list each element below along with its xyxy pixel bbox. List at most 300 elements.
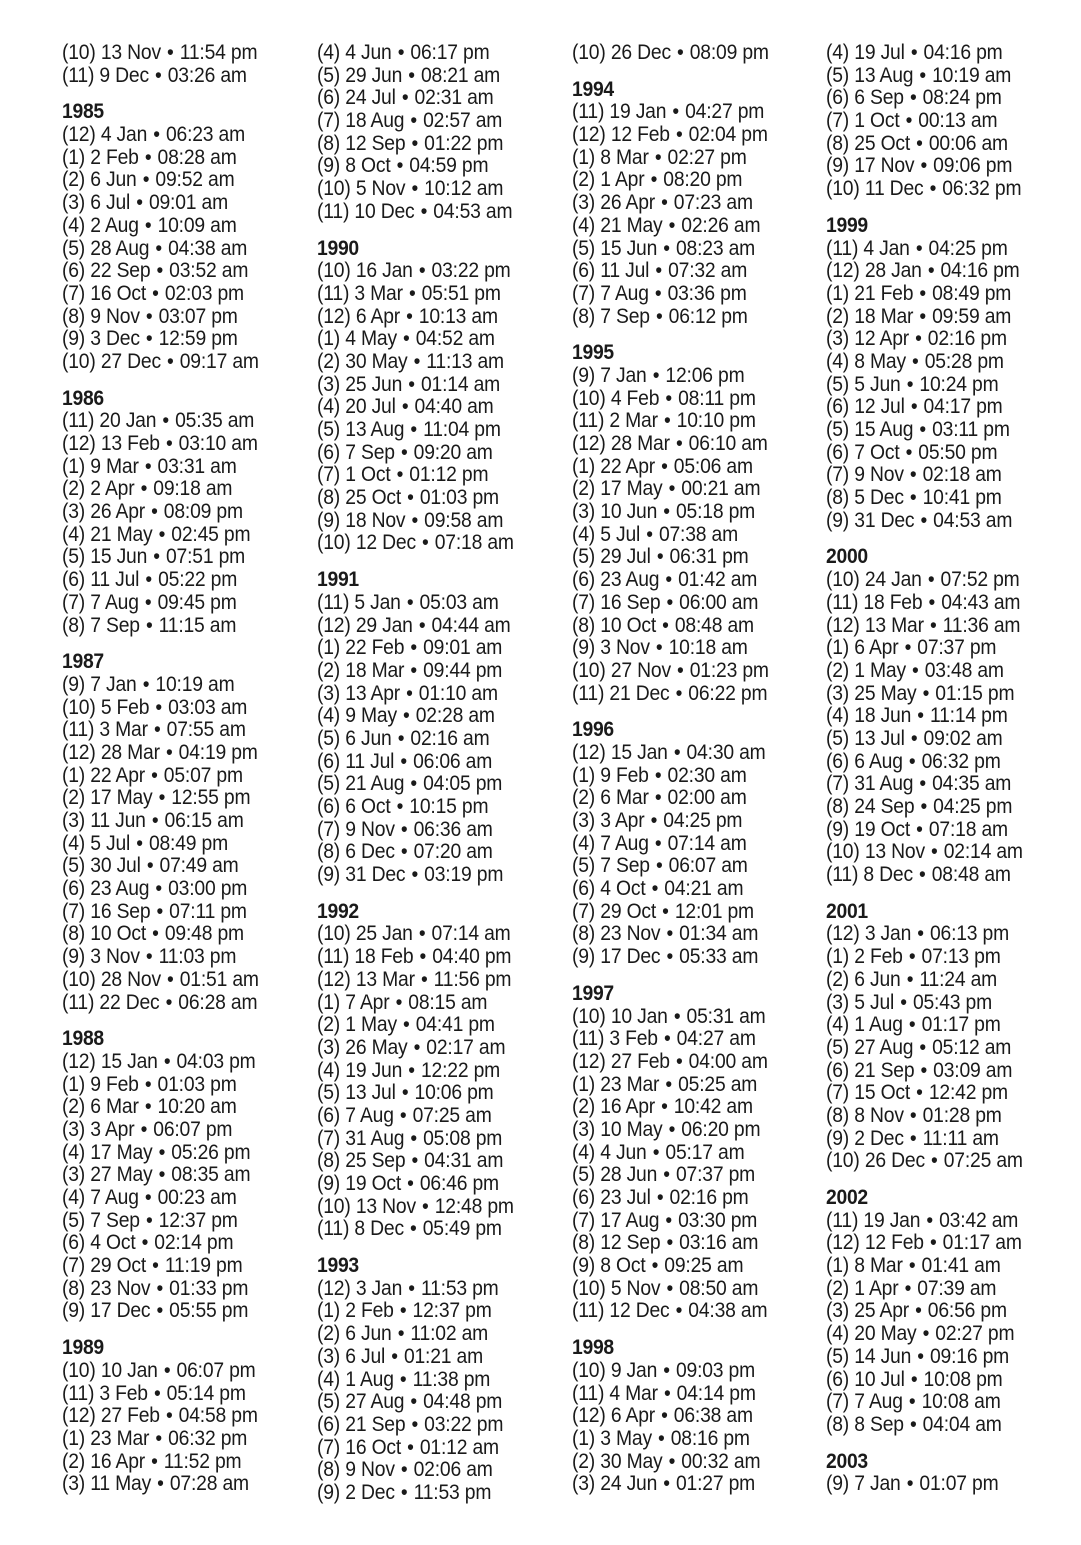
entry-number: (6) bbox=[317, 1103, 341, 1127]
list-item bbox=[826, 396, 1056, 419]
entry-time: 04:00 am bbox=[688, 1049, 768, 1073]
entry-number: (5) bbox=[62, 854, 86, 878]
entry-time: 07:11 pm bbox=[169, 899, 247, 923]
list-item bbox=[826, 1369, 1056, 1392]
entry-number: (10) bbox=[317, 531, 351, 555]
list-item bbox=[62, 42, 292, 65]
entry-date: 10 Oct bbox=[600, 613, 657, 637]
entry-number: (7) bbox=[826, 1081, 850, 1105]
bullet-separator: • bbox=[917, 1322, 935, 1346]
bullet-separator: • bbox=[917, 681, 935, 705]
list-item bbox=[572, 810, 802, 833]
entry-time: 10:19 am bbox=[155, 672, 235, 696]
entry-time: 05:22 pm bbox=[158, 568, 238, 592]
entry-date: 1 Oct bbox=[854, 109, 900, 133]
bullet-separator: • bbox=[914, 63, 932, 87]
list-item bbox=[317, 351, 547, 374]
entry-time: 01:51 am bbox=[179, 967, 259, 991]
entry-number: (3) bbox=[62, 809, 86, 832]
entry-number: (8) bbox=[826, 1103, 850, 1127]
entry-time: 01:27 pm bbox=[675, 1472, 756, 1496]
list-item bbox=[317, 306, 547, 329]
entry-time: 12:42 pm bbox=[928, 1081, 1008, 1105]
entry-date: 13 Nov bbox=[864, 840, 925, 864]
bullet-separator: • bbox=[139, 590, 157, 614]
entry-date: 16 Oct bbox=[90, 281, 147, 305]
list-item bbox=[62, 238, 292, 261]
bullet-separator: • bbox=[656, 899, 674, 923]
bullet-separator: • bbox=[160, 432, 178, 455]
entry-date: 24 Jun bbox=[600, 1472, 658, 1496]
list-item bbox=[826, 1060, 1056, 1083]
entry-time: 01:23 pm bbox=[689, 658, 769, 682]
list-item bbox=[62, 742, 292, 765]
entry-number: (1) bbox=[572, 1072, 596, 1096]
list-item bbox=[572, 592, 802, 615]
list-item bbox=[317, 464, 547, 487]
entry-number: (5) bbox=[62, 236, 86, 260]
entry-date: 17 Aug bbox=[600, 1208, 660, 1232]
entry-number: (9) bbox=[572, 945, 596, 969]
entry-number: (4) bbox=[826, 704, 850, 728]
bullet-separator: • bbox=[904, 1103, 922, 1127]
entry-time: 11:02 am bbox=[410, 1322, 489, 1346]
bullet-separator: • bbox=[901, 967, 919, 991]
entry-date: 2 Dec bbox=[345, 1480, 395, 1504]
entry-time: 05:17 am bbox=[665, 1140, 745, 1164]
list-item bbox=[62, 592, 292, 615]
bullet-separator: • bbox=[406, 1412, 424, 1436]
list-item bbox=[62, 65, 292, 88]
entry-date: 7 Sep bbox=[600, 304, 650, 328]
list-item bbox=[572, 1006, 802, 1029]
bullet-separator: • bbox=[137, 168, 155, 192]
bullet-separator: • bbox=[910, 817, 928, 841]
bullet-separator: • bbox=[655, 191, 673, 215]
entry-time: 06:07 pm bbox=[153, 1117, 233, 1141]
entry-time: 04:59 pm bbox=[409, 154, 489, 178]
list-item bbox=[62, 410, 292, 433]
entry-number: (10) bbox=[317, 922, 351, 946]
list-item bbox=[826, 728, 1056, 751]
bullet-separator: • bbox=[646, 877, 664, 901]
bullet-separator: • bbox=[397, 327, 415, 351]
list-item bbox=[826, 1105, 1056, 1128]
entry-number: (8) bbox=[62, 304, 86, 328]
entry-number: (1) bbox=[572, 454, 596, 478]
year-heading: 1995 bbox=[572, 341, 614, 365]
bullet-separator: • bbox=[912, 922, 930, 946]
entry-time: 01:12 pm bbox=[409, 463, 489, 487]
entry-number: (4) bbox=[317, 41, 341, 64]
entry-date: 5 Jun bbox=[854, 372, 901, 396]
bullet-separator: • bbox=[910, 131, 928, 155]
bullet-separator: • bbox=[663, 477, 681, 501]
entry-date: 6 Apr bbox=[355, 304, 401, 328]
entry-number: (12) bbox=[826, 613, 860, 637]
entry-date: 30 Jul bbox=[90, 854, 141, 878]
bullet-separator: • bbox=[905, 1367, 923, 1391]
list-item bbox=[826, 351, 1056, 374]
entry-time: 02:16 am bbox=[410, 726, 490, 750]
entry-time: 11:15 am bbox=[158, 613, 237, 637]
list-item bbox=[62, 674, 292, 697]
entry-date: 23 Jul bbox=[600, 1186, 651, 1209]
list-item bbox=[62, 260, 292, 283]
list-item bbox=[826, 1391, 1056, 1414]
entry-time: 11:24 am bbox=[919, 967, 998, 991]
entry-date: 5 Jul bbox=[90, 831, 131, 855]
list-item bbox=[62, 923, 292, 946]
entry-number: (7) bbox=[317, 109, 341, 133]
entry-date: 5 Jan bbox=[354, 590, 401, 614]
list-item bbox=[317, 532, 547, 555]
list-item bbox=[317, 615, 547, 638]
entry-date: 6 Dec bbox=[345, 840, 395, 864]
entry-number: (5) bbox=[317, 726, 341, 750]
year-group bbox=[826, 901, 1076, 1173]
entry-number: (2) bbox=[572, 168, 596, 192]
entry-number: (4) bbox=[317, 395, 341, 419]
entry-time: 09:20 am bbox=[413, 440, 493, 464]
entry-date: 7 Aug bbox=[854, 1390, 903, 1414]
bullet-separator: • bbox=[915, 1058, 933, 1082]
year-heading: 1992 bbox=[317, 899, 359, 923]
entry-number: (7) bbox=[317, 1435, 341, 1459]
entry-time: 05:08 pm bbox=[423, 1126, 503, 1150]
entry-time: 03:22 pm bbox=[424, 1412, 504, 1436]
entry-date: 4 Oct bbox=[90, 1231, 136, 1255]
entry-date: 5 Jul bbox=[854, 990, 895, 1014]
entry-date: 3 Jan bbox=[355, 1276, 403, 1300]
entry-number: (9) bbox=[826, 817, 850, 841]
entry-date: 3 Mar bbox=[99, 718, 148, 742]
entry-number: (3) bbox=[62, 1472, 86, 1496]
bullet-separator: • bbox=[922, 259, 940, 283]
bullet-separator: • bbox=[395, 1480, 413, 1504]
entry-time: 07:49 am bbox=[159, 854, 239, 878]
entry-number: (11) bbox=[826, 863, 859, 887]
list-item bbox=[317, 1105, 547, 1128]
list-item bbox=[826, 615, 1056, 638]
entry-date: 4 May bbox=[345, 327, 397, 351]
list-item bbox=[317, 1218, 547, 1241]
entry-time: 04:40 am bbox=[414, 395, 494, 419]
entry-time: 02:31 am bbox=[414, 86, 494, 110]
column-3 bbox=[572, 42, 822, 1496]
bullet-separator: • bbox=[150, 695, 168, 719]
bullet-separator: • bbox=[924, 613, 942, 637]
bullet-separator: • bbox=[401, 486, 419, 510]
entry-time: 06:32 pm bbox=[921, 749, 1001, 773]
bullet-separator: • bbox=[153, 786, 171, 810]
entry-time: 04:41 pm bbox=[415, 1013, 495, 1037]
list-item bbox=[826, 87, 1056, 110]
bullet-separator: • bbox=[903, 749, 921, 773]
list-item bbox=[62, 1187, 292, 1210]
list-item bbox=[317, 1060, 547, 1083]
list-item bbox=[317, 864, 547, 887]
bullet-separator: • bbox=[160, 990, 178, 1014]
list-item bbox=[317, 946, 547, 969]
entry-number: (2) bbox=[826, 1276, 850, 1300]
entry-time: 01:17 pm bbox=[921, 1013, 1001, 1037]
entry-date: 15 Oct bbox=[854, 1081, 911, 1105]
entry-time: 03:16 am bbox=[679, 1231, 759, 1255]
entry-date: 5 Feb bbox=[100, 695, 150, 719]
bullet-separator: • bbox=[904, 486, 922, 510]
list-item bbox=[317, 155, 547, 178]
bullet-separator: • bbox=[405, 772, 423, 796]
list-item bbox=[62, 1451, 292, 1474]
list-item bbox=[62, 1096, 292, 1119]
bullet-separator: • bbox=[406, 131, 424, 155]
list-item bbox=[62, 615, 292, 638]
entry-date: 7 Oct bbox=[854, 440, 900, 464]
entry-date: 1 May bbox=[345, 1013, 397, 1037]
entry-time: 00:32 am bbox=[681, 1449, 761, 1473]
bullet-separator: • bbox=[139, 1186, 157, 1209]
entry-date: 18 Aug bbox=[345, 109, 405, 133]
list-item bbox=[317, 65, 547, 88]
entry-time: 06:07 am bbox=[668, 854, 748, 878]
bullet-separator: • bbox=[140, 327, 158, 351]
entry-time: 06:31 pm bbox=[669, 545, 749, 569]
bullet-separator: • bbox=[904, 1126, 922, 1150]
list-item bbox=[317, 1082, 547, 1105]
bullet-separator: • bbox=[140, 613, 158, 637]
entry-time: 11:03 pm bbox=[158, 945, 237, 969]
list-item bbox=[317, 819, 547, 842]
entry-date: 1 Apr bbox=[600, 168, 645, 192]
entry-time: 09:17 am bbox=[179, 349, 259, 373]
entry-time: 07:14 am bbox=[667, 831, 747, 855]
entry-date: 28 Jan bbox=[864, 259, 922, 283]
entry-time: 10:10 pm bbox=[676, 409, 756, 433]
entry-date: 13 Nov bbox=[100, 41, 161, 64]
bullet-separator: • bbox=[391, 463, 409, 487]
list-item bbox=[572, 1074, 802, 1097]
entry-time: 02:28 am bbox=[415, 704, 495, 728]
entry-time: 02:16 pm bbox=[669, 1186, 749, 1209]
entry-number: (8) bbox=[572, 613, 596, 637]
entry-time: 08:16 pm bbox=[670, 1426, 750, 1450]
entry-time: 08:48 am bbox=[674, 613, 754, 637]
list-item bbox=[317, 510, 547, 533]
list-item bbox=[317, 1414, 547, 1437]
list-item bbox=[572, 1383, 802, 1406]
list-item bbox=[572, 524, 802, 547]
list-item bbox=[62, 351, 292, 374]
entry-date: 7 Jan bbox=[90, 672, 137, 696]
entry-number: (8) bbox=[572, 922, 596, 946]
entry-date: 29 Oct bbox=[600, 899, 657, 923]
year-group bbox=[826, 215, 1076, 533]
entry-time: 02:30 am bbox=[667, 763, 747, 787]
entry-date: 12 Feb bbox=[864, 1231, 924, 1255]
entry-date: 27 Aug bbox=[854, 1035, 914, 1059]
year-heading: 1997 bbox=[572, 981, 614, 1005]
list-item bbox=[826, 487, 1056, 510]
bullet-separator: • bbox=[396, 86, 414, 110]
list-item bbox=[317, 396, 547, 419]
entry-date: 2 Feb bbox=[90, 145, 139, 169]
entry-number: (2) bbox=[572, 1095, 596, 1119]
bullet-separator: • bbox=[671, 41, 689, 64]
entry-time: 10:18 am bbox=[668, 636, 748, 660]
bullet-separator: • bbox=[148, 123, 166, 147]
list-item bbox=[62, 147, 292, 170]
entry-date: 23 Mar bbox=[600, 1072, 660, 1096]
entry-date: 22 Sep bbox=[90, 259, 151, 283]
list-item bbox=[826, 1014, 1056, 1037]
entry-date: 28 Nov bbox=[100, 967, 161, 991]
entry-time: 07:13 pm bbox=[921, 945, 1001, 969]
entry-time: 01:12 am bbox=[419, 1435, 499, 1459]
list-item bbox=[826, 683, 1056, 706]
entry-date: 18 Feb bbox=[354, 945, 414, 969]
entry-date: 14 Jun bbox=[854, 1344, 912, 1368]
list-item bbox=[572, 946, 802, 969]
entry-time: 02:06 am bbox=[413, 1458, 493, 1482]
entry-date: 3 Jan bbox=[864, 922, 912, 946]
list-item bbox=[317, 1369, 547, 1392]
list-item bbox=[826, 1278, 1056, 1301]
entry-time: 11:04 pm bbox=[423, 418, 501, 441]
bullet-separator: • bbox=[660, 568, 678, 592]
entry-time: 06:22 pm bbox=[688, 681, 768, 705]
bullet-separator: • bbox=[415, 199, 433, 223]
entry-date: 29 Oct bbox=[90, 1254, 147, 1278]
entry-date: 28 Jun bbox=[600, 1163, 658, 1187]
entry-date: 18 Mar bbox=[854, 304, 914, 328]
entry-time: 03:26 am bbox=[167, 63, 247, 87]
entry-number: (5) bbox=[572, 854, 596, 878]
entry-time: 10:19 am bbox=[932, 63, 1012, 87]
entry-number: (10) bbox=[62, 349, 96, 373]
entry-time: 04:38 am bbox=[168, 236, 248, 260]
entry-date: 3 Nov bbox=[600, 636, 650, 660]
bullet-separator: • bbox=[903, 1013, 921, 1037]
entry-date: 6 Jun bbox=[345, 726, 392, 750]
list-item bbox=[317, 328, 547, 351]
entry-number: (3) bbox=[572, 1117, 596, 1141]
entry-time: 04:30 am bbox=[686, 740, 766, 764]
bullet-separator: • bbox=[641, 522, 659, 546]
bullet-separator: • bbox=[161, 967, 179, 991]
entry-number: (12) bbox=[62, 123, 96, 147]
entry-number: (7) bbox=[317, 1126, 341, 1150]
year-group bbox=[826, 1451, 1076, 1496]
entry-number: (1) bbox=[826, 945, 850, 969]
entry-date: 6 Oct bbox=[345, 795, 391, 818]
entry-time: 05:33 am bbox=[679, 945, 759, 969]
bullet-separator: • bbox=[903, 1254, 921, 1278]
entry-number: (9) bbox=[572, 1254, 596, 1278]
bullet-separator: • bbox=[656, 613, 674, 637]
entry-number: (3) bbox=[826, 990, 850, 1014]
bullet-separator: • bbox=[647, 1140, 665, 1164]
entry-number: (11) bbox=[572, 409, 605, 433]
year-group bbox=[62, 42, 312, 87]
entry-number: (7) bbox=[62, 590, 86, 614]
entry-number: (11) bbox=[572, 1027, 605, 1051]
entry-number: (12) bbox=[62, 740, 96, 764]
list-item bbox=[62, 878, 292, 901]
list-item bbox=[826, 374, 1056, 397]
entry-number: (6) bbox=[826, 1367, 850, 1391]
bullet-separator: • bbox=[922, 568, 940, 592]
entry-date: 6 Jun bbox=[345, 1322, 392, 1346]
entry-date: 12 Apr bbox=[854, 327, 910, 351]
list-item bbox=[572, 42, 802, 65]
year-heading: 1989 bbox=[62, 1336, 104, 1360]
entry-time: 04:25 pm bbox=[663, 809, 743, 832]
list-item bbox=[826, 1414, 1056, 1437]
entry-time: 05:51 pm bbox=[421, 281, 501, 305]
entry-date: 9 May bbox=[345, 704, 397, 728]
bullet-separator: • bbox=[904, 86, 922, 110]
entry-number: (6) bbox=[317, 795, 341, 818]
entry-number: (10) bbox=[572, 1358, 606, 1382]
bullet-separator: • bbox=[148, 718, 166, 742]
list-item bbox=[826, 238, 1056, 261]
list-item bbox=[826, 110, 1056, 133]
entry-date: 3 Dec bbox=[90, 327, 140, 351]
entry-time: 01:14 am bbox=[420, 372, 501, 396]
bullet-separator: • bbox=[136, 1231, 154, 1255]
entry-number: (11) bbox=[826, 236, 859, 260]
list-item bbox=[572, 283, 802, 306]
bullet-separator: • bbox=[647, 363, 665, 387]
bullet-separator: • bbox=[146, 1254, 164, 1278]
entry-number: (12) bbox=[572, 123, 606, 147]
entry-date: 11 Jul bbox=[600, 259, 650, 283]
list-item bbox=[826, 260, 1056, 283]
entry-date: 23 Nov bbox=[90, 1276, 151, 1300]
entry-date: 16 Jan bbox=[355, 259, 413, 283]
entry-date: 17 May bbox=[600, 477, 663, 501]
entry-time: 08:23 am bbox=[675, 236, 756, 260]
entry-date: 25 Jun bbox=[345, 372, 403, 396]
entry-time: 06:56 pm bbox=[927, 1299, 1007, 1323]
entry-time: 09:03 pm bbox=[675, 1358, 756, 1382]
entry-number: (5) bbox=[62, 1208, 86, 1232]
list-item bbox=[572, 388, 802, 411]
entry-time: 09:01 am bbox=[423, 636, 503, 660]
entry-time: 04:27 am bbox=[676, 1027, 756, 1051]
bullet-separator: • bbox=[161, 349, 179, 373]
list-item bbox=[572, 260, 802, 283]
bullet-separator: • bbox=[650, 854, 668, 878]
entry-date: 25 Sep bbox=[345, 1149, 406, 1173]
entry-date: 25 May bbox=[854, 681, 917, 705]
bullet-separator: • bbox=[658, 1472, 676, 1496]
bullet-separator: • bbox=[899, 1276, 917, 1300]
year-heading: 1990 bbox=[317, 236, 359, 260]
entry-time: 06:13 pm bbox=[929, 922, 1010, 946]
entry-date: 12 Feb bbox=[610, 123, 670, 147]
entry-date: 3 Apr bbox=[600, 809, 645, 832]
entry-time: 09:02 am bbox=[923, 726, 1003, 750]
entry-time: 08:09 pm bbox=[163, 500, 243, 524]
list-item bbox=[317, 133, 547, 156]
entry-time: 02:27 pm bbox=[667, 145, 747, 169]
entry-number: (10) bbox=[62, 41, 96, 64]
entry-number: (11) bbox=[317, 199, 350, 223]
list-item bbox=[572, 742, 802, 765]
bullet-separator: • bbox=[404, 1217, 422, 1241]
